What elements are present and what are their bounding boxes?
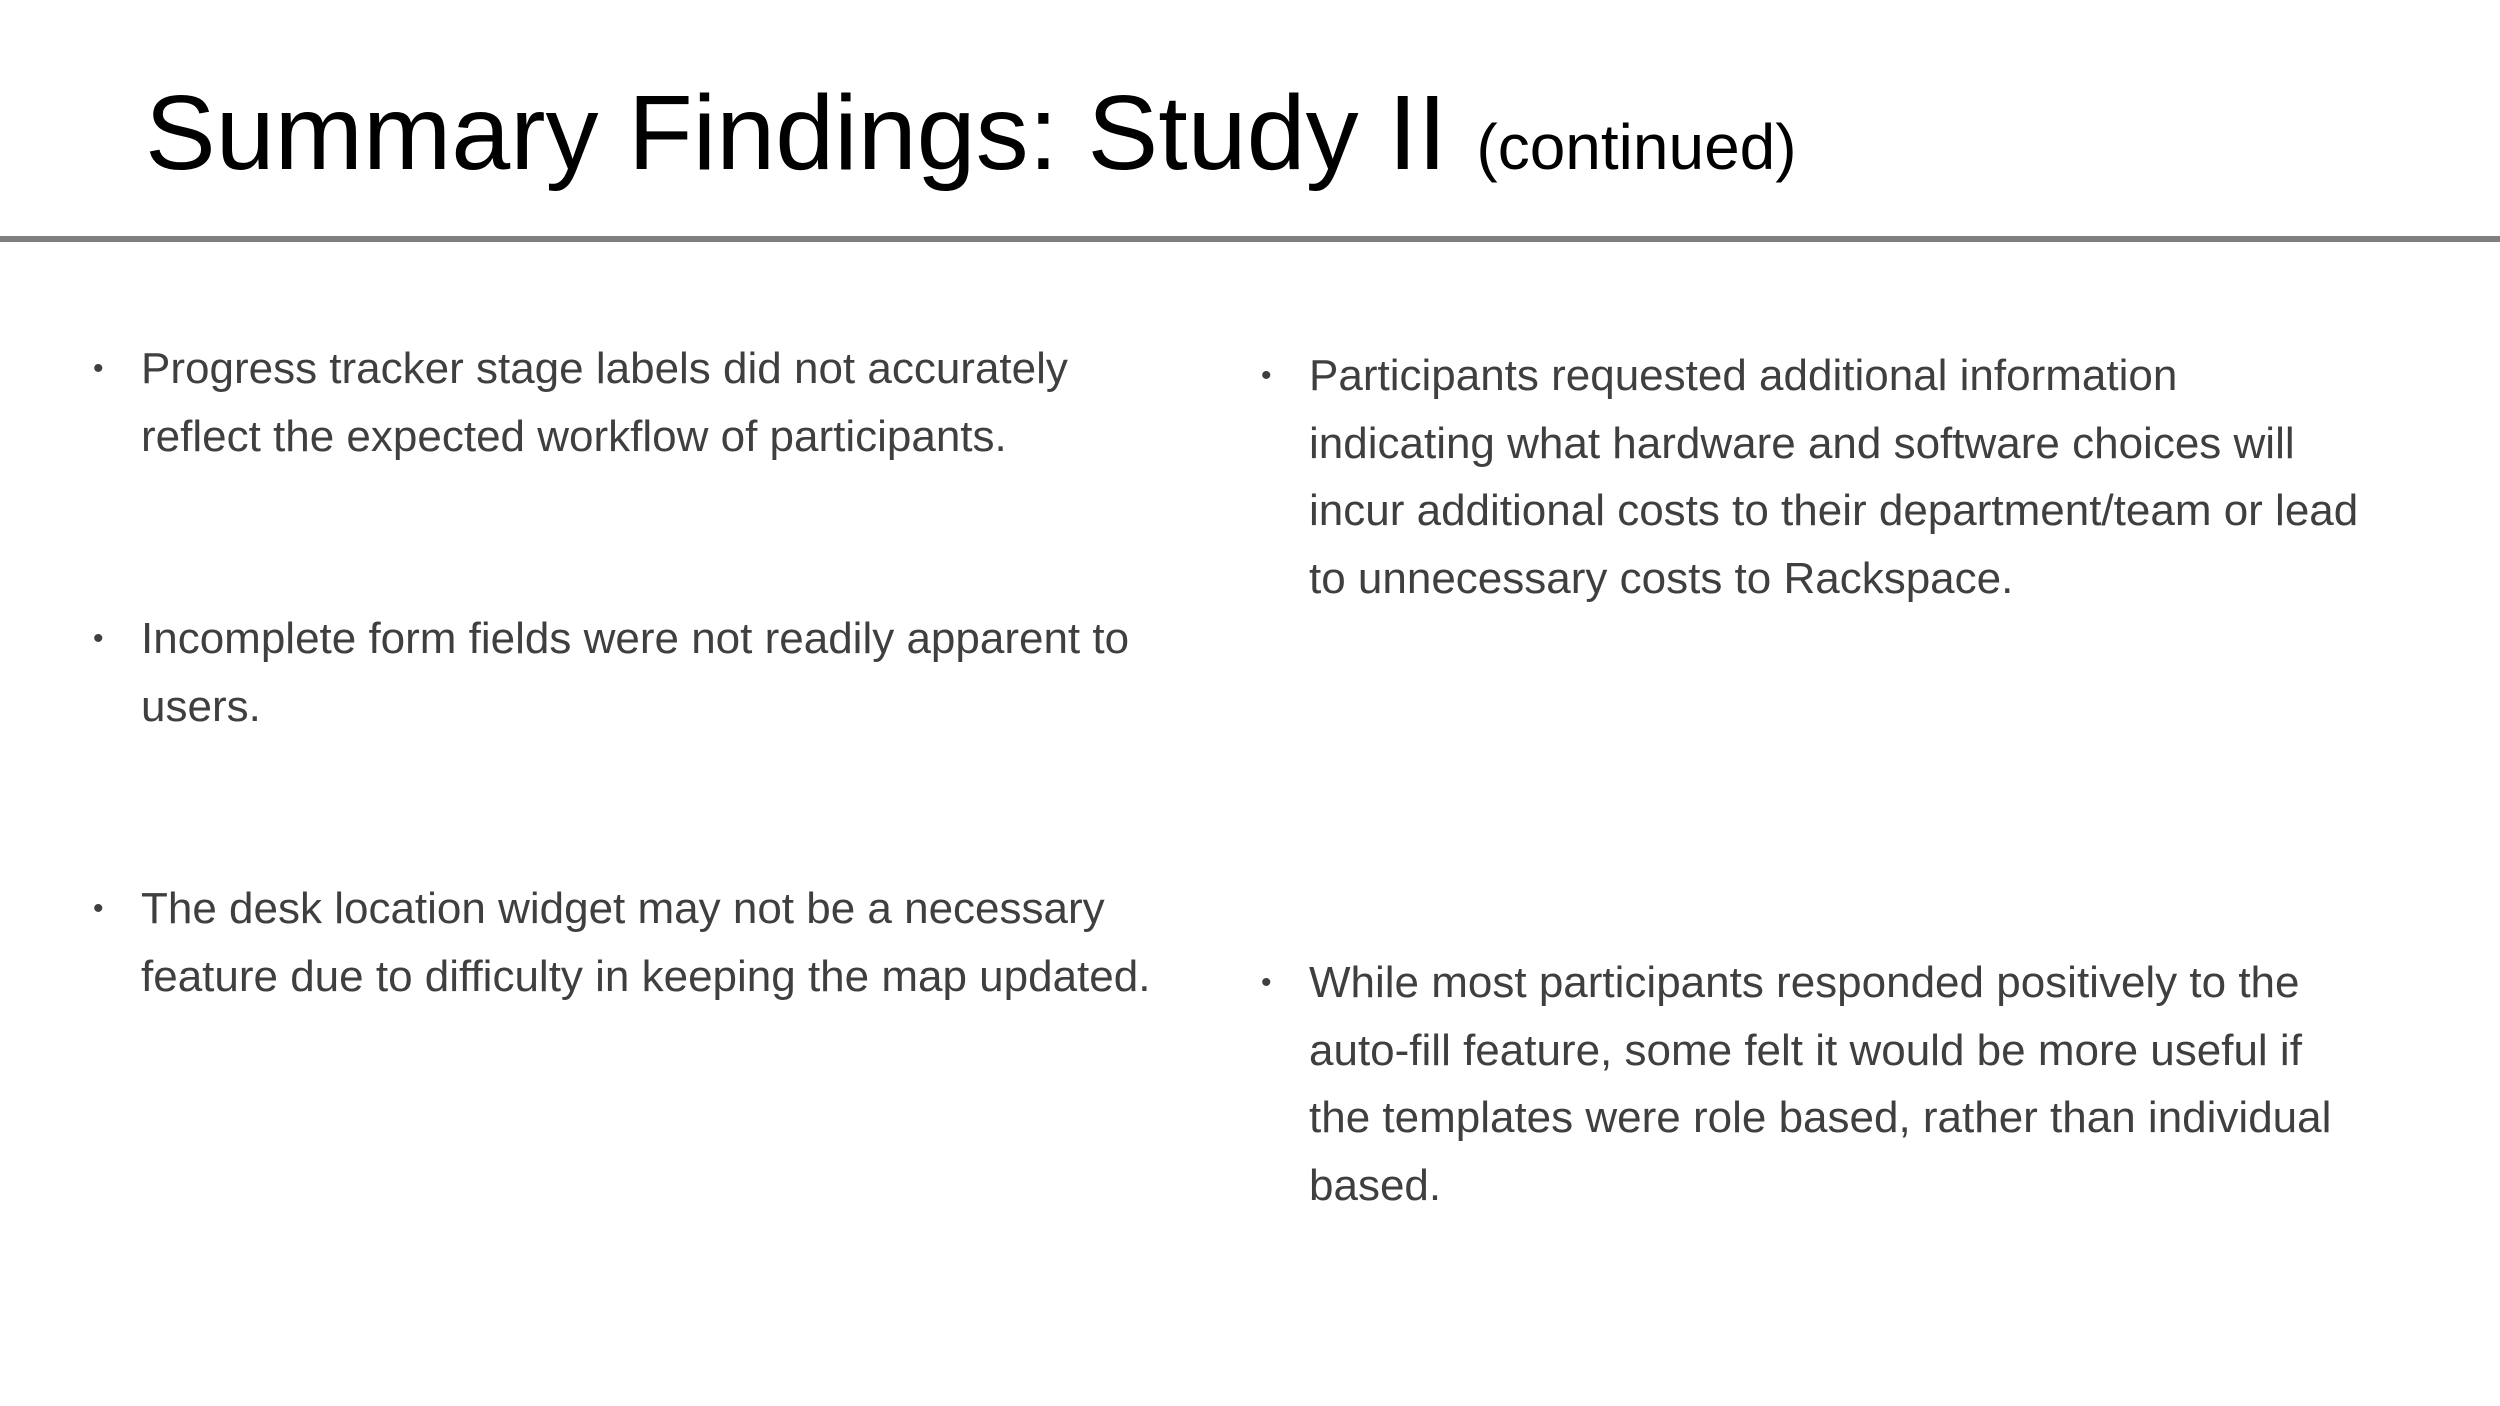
bullet-dot-icon: • xyxy=(93,352,104,385)
right-bullet-2 xyxy=(1261,949,2369,1219)
bullet-text: The desk location widget may not be a necessary feature due to difficulty in keeping the map updated. xyxy=(141,884,1151,1001)
left-bullet-3 xyxy=(93,875,1196,1010)
bullet-text: Participants requested additional information indicating what hardware and software choices will incur additional costs to their department/team or lead to unnecessary costs to Rackspace. xyxy=(1309,351,2359,603)
slide-title xyxy=(145,70,1797,197)
left-bullet-1 xyxy=(93,335,1196,470)
bullet-dot-icon: • xyxy=(93,892,104,925)
left-bullet-2 xyxy=(93,605,1196,740)
bullet-text: Progress tracker stage labels did not accurately reflect the expected workflow of participants. xyxy=(141,344,1068,461)
title-divider xyxy=(0,236,2500,242)
title-main: Summary Findings: Study II xyxy=(145,74,1447,192)
title-suffix: (continued) xyxy=(1476,111,1797,183)
right-bullet-1 xyxy=(1261,342,2369,612)
bullet-text: Incomplete form fields were not readily apparent to users. xyxy=(141,614,1130,731)
bullet-dot-icon: • xyxy=(1261,359,1272,392)
bullet-text: While most participants responded positively to the auto-fill feature, some felt it would be more useful if the templates were role based, rather than individual based. xyxy=(1309,958,2332,1210)
bullet-dot-icon: • xyxy=(93,622,104,655)
bullet-dot-icon: • xyxy=(1261,966,1272,999)
